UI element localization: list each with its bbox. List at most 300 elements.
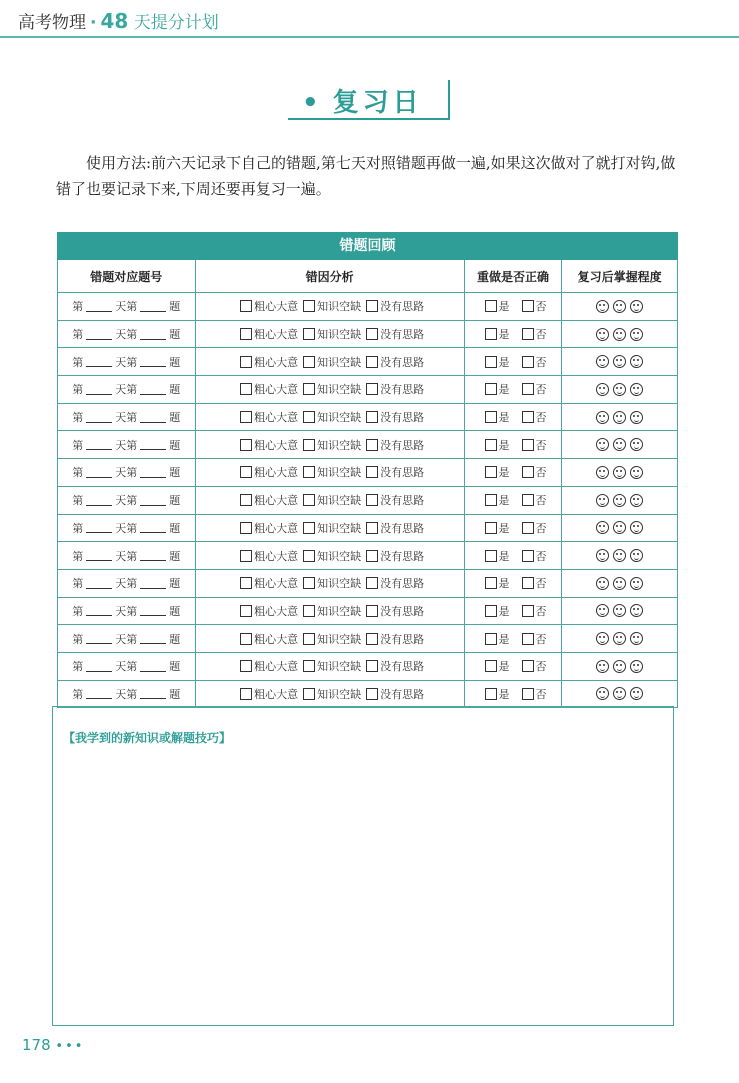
reason-checkbox[interactable]	[240, 660, 252, 672]
question-blank[interactable]	[140, 633, 166, 644]
redo-cell	[465, 404, 563, 431]
redo-yes-checkbox[interactable]	[485, 328, 497, 340]
question-ref-cell[interactable]	[58, 348, 196, 375]
redo-cell	[465, 542, 563, 569]
question-suffix: 题	[169, 549, 181, 563]
reason-checkbox[interactable]	[366, 633, 378, 645]
title-bullet: •	[302, 88, 323, 118]
reason-checkbox[interactable]	[303, 605, 315, 617]
smiley-icon[interactable]	[596, 687, 609, 700]
title-text: 复习日	[332, 88, 423, 118]
day-mid: 天第	[115, 328, 138, 342]
reason-checkbox[interactable]	[366, 439, 378, 451]
redo-yes-label: 是	[498, 577, 510, 591]
redo-yes-label: 是	[498, 438, 510, 452]
reason-checkbox[interactable]	[303, 411, 315, 423]
smiley-icon[interactable]	[613, 577, 626, 590]
table-row	[58, 570, 677, 598]
reason-checkbox[interactable]	[303, 300, 315, 312]
day-mid: 天第	[115, 411, 138, 425]
question-ref-cell[interactable]	[58, 376, 196, 403]
reason-checkbox[interactable]	[303, 522, 315, 534]
reason-label: 粗心大意	[254, 577, 299, 591]
reason-checkbox[interactable]	[240, 550, 252, 562]
day-blank[interactable]	[86, 688, 112, 699]
redo-yes-checkbox[interactable]	[485, 411, 497, 423]
day-blank[interactable]	[86, 412, 112, 423]
redo-no-checkbox[interactable]	[522, 439, 534, 451]
redo-no-label: 否	[535, 328, 547, 342]
redo-yes-checkbox[interactable]	[485, 688, 497, 700]
redo-no-checkbox[interactable]	[522, 300, 534, 312]
smiley-icon[interactable]	[613, 383, 626, 396]
day-blank[interactable]	[86, 439, 112, 450]
reason-checkbox[interactable]	[366, 466, 378, 478]
redo-yes-label: 是	[498, 300, 510, 314]
smiley-icon[interactable]	[630, 494, 643, 507]
reason-label: 粗心大意	[254, 300, 299, 314]
mastery-cell	[562, 625, 677, 652]
redo-no-checkbox[interactable]	[522, 466, 534, 478]
reason-cell	[196, 404, 465, 431]
mastery-cell	[562, 681, 677, 708]
day-blank[interactable]	[86, 550, 112, 561]
redo-no-checkbox[interactable]	[522, 356, 534, 368]
question-ref-cell[interactable]	[58, 431, 196, 458]
reason-cell	[196, 431, 465, 458]
smiley-icon[interactable]	[630, 411, 643, 424]
redo-no-checkbox[interactable]	[522, 660, 534, 672]
reason-checkbox[interactable]	[240, 605, 252, 617]
question-suffix: 题	[169, 355, 181, 369]
mastery-cell	[562, 598, 677, 625]
smiley-icon[interactable]	[596, 355, 609, 368]
question-ref-cell[interactable]	[58, 542, 196, 569]
redo-yes-checkbox[interactable]	[485, 577, 497, 589]
redo-cell	[465, 598, 563, 625]
reason-label: 粗心大意	[254, 328, 299, 342]
smiley-icon[interactable]	[630, 328, 643, 341]
question-ref-cell[interactable]	[58, 625, 196, 652]
smiley-icon[interactable]	[630, 438, 643, 451]
redo-no-checkbox[interactable]	[522, 494, 534, 506]
question-blank[interactable]	[140, 661, 166, 672]
plan-label: 天提分计划	[133, 13, 219, 33]
page-number	[22, 1036, 84, 1054]
reason-checkbox[interactable]	[303, 439, 315, 451]
redo-no-checkbox[interactable]	[522, 688, 534, 700]
redo-yes-checkbox[interactable]	[485, 439, 497, 451]
question-ref-cell[interactable]	[58, 487, 196, 514]
smiley-icon[interactable]	[596, 438, 609, 451]
question-blank[interactable]	[140, 605, 166, 616]
reason-checkbox[interactable]	[366, 577, 378, 589]
day-blank[interactable]	[86, 329, 112, 340]
day-prefix: 第	[72, 577, 84, 591]
title-underline	[288, 118, 450, 120]
redo-no-label: 否	[535, 521, 547, 535]
question-suffix: 题	[169, 494, 181, 508]
mastery-cell	[562, 515, 677, 542]
smiley-icon[interactable]	[630, 466, 643, 479]
reason-checkbox[interactable]	[366, 605, 378, 617]
day-prefix: 第	[72, 466, 84, 480]
day-prefix: 第	[72, 549, 84, 563]
redo-yes-label: 是	[498, 383, 510, 397]
table-row	[58, 404, 677, 432]
redo-no-checkbox[interactable]	[522, 550, 534, 562]
redo-no-checkbox[interactable]	[522, 522, 534, 534]
redo-yes-checkbox[interactable]	[485, 605, 497, 617]
smiley-icon[interactable]	[630, 383, 643, 396]
redo-no-label: 否	[535, 438, 547, 452]
smiley-icon[interactable]	[613, 521, 626, 534]
question-ref-cell[interactable]	[58, 570, 196, 597]
smiley-icon[interactable]	[596, 466, 609, 479]
question-blank[interactable]	[140, 495, 166, 506]
header-rule	[0, 36, 739, 38]
reason-checkbox[interactable]	[366, 300, 378, 312]
smiley-icon[interactable]	[613, 604, 626, 617]
reason-cell	[196, 570, 465, 597]
smiley-icon[interactable]	[613, 660, 626, 673]
day-mid: 天第	[115, 355, 138, 369]
reason-checkbox[interactable]	[303, 328, 315, 340]
question-blank[interactable]	[140, 329, 166, 340]
reason-cell	[196, 376, 465, 403]
reason-label: 知识空缺	[317, 300, 362, 314]
day-blank[interactable]	[86, 495, 112, 506]
smiley-icon[interactable]	[630, 577, 643, 590]
question-ref-cell[interactable]	[58, 681, 196, 708]
day-blank[interactable]	[86, 356, 112, 367]
smiley-icon[interactable]	[613, 328, 626, 341]
reason-checkbox[interactable]	[240, 522, 252, 534]
smiley-icon[interactable]	[613, 632, 626, 645]
smiley-icon[interactable]	[630, 632, 643, 645]
smiley-icon[interactable]	[613, 411, 626, 424]
mastery-cell	[562, 293, 677, 320]
reason-checkbox[interactable]	[240, 577, 252, 589]
section-title	[288, 78, 454, 124]
reason-checkbox[interactable]	[240, 356, 252, 368]
reason-label: 没有思路	[380, 632, 425, 646]
smiley-icon[interactable]	[596, 300, 609, 313]
smiley-icon[interactable]	[630, 355, 643, 368]
reason-checkbox[interactable]	[240, 494, 252, 506]
redo-no-checkbox[interactable]	[522, 383, 534, 395]
reason-label: 粗心大意	[254, 411, 299, 425]
redo-yes-checkbox[interactable]	[485, 494, 497, 506]
reason-checkbox[interactable]	[366, 356, 378, 368]
reason-label: 没有思路	[380, 383, 425, 397]
table-row	[58, 293, 677, 321]
title-side-bar	[448, 80, 450, 120]
redo-yes-checkbox[interactable]	[485, 356, 497, 368]
reason-checkbox[interactable]	[366, 328, 378, 340]
book-subject: 高考物理	[18, 13, 86, 33]
smiley-icon[interactable]	[596, 383, 609, 396]
reason-cell	[196, 625, 465, 652]
day-blank[interactable]	[86, 467, 112, 478]
col-header-reason: 错因分析	[196, 260, 465, 292]
reason-checkbox[interactable]	[303, 494, 315, 506]
reason-checkbox[interactable]	[366, 522, 378, 534]
smiley-icon[interactable]	[630, 521, 643, 534]
table-row	[58, 681, 677, 709]
reason-checkbox[interactable]	[303, 466, 315, 478]
reason-checkbox[interactable]	[303, 660, 315, 672]
redo-cell	[465, 515, 563, 542]
reason-label: 没有思路	[380, 466, 425, 480]
day-prefix: 第	[72, 383, 84, 397]
redo-no-label: 否	[535, 355, 547, 369]
smiley-icon[interactable]	[613, 494, 626, 507]
reason-label: 没有思路	[380, 494, 425, 508]
question-blank[interactable]	[140, 550, 166, 561]
smiley-icon[interactable]	[596, 494, 609, 507]
smiley-icon[interactable]	[630, 687, 643, 700]
reason-label: 知识空缺	[317, 466, 362, 480]
question-suffix: 题	[169, 328, 181, 342]
day-mid: 天第	[115, 383, 138, 397]
reason-label: 知识空缺	[317, 328, 362, 342]
table-row	[58, 653, 677, 681]
notes-box[interactable]	[52, 706, 674, 1026]
day-prefix: 第	[72, 411, 84, 425]
reason-label: 没有思路	[380, 355, 425, 369]
reason-label: 没有思路	[380, 411, 425, 425]
day-blank[interactable]	[86, 522, 112, 533]
mastery-cell	[562, 404, 677, 431]
question-blank[interactable]	[140, 688, 166, 699]
smiley-icon[interactable]	[613, 466, 626, 479]
reason-label: 知识空缺	[317, 577, 362, 591]
question-suffix: 题	[169, 438, 181, 452]
redo-yes-label: 是	[498, 355, 510, 369]
reason-label: 粗心大意	[254, 632, 299, 646]
day-blank[interactable]	[86, 605, 112, 616]
table-row	[58, 376, 677, 404]
smiley-icon[interactable]	[613, 355, 626, 368]
smiley-icon[interactable]	[613, 549, 626, 562]
reason-label: 没有思路	[380, 687, 425, 701]
reason-checkbox[interactable]	[366, 660, 378, 672]
reason-label: 没有思路	[380, 660, 425, 674]
question-blank[interactable]	[140, 412, 166, 423]
redo-yes-checkbox[interactable]	[485, 550, 497, 562]
redo-no-checkbox[interactable]	[522, 328, 534, 340]
reason-cell	[196, 487, 465, 514]
reason-label: 知识空缺	[317, 660, 362, 674]
smiley-icon[interactable]	[630, 300, 643, 313]
reason-checkbox[interactable]	[303, 577, 315, 589]
question-blank[interactable]	[140, 439, 166, 450]
day-blank[interactable]	[86, 578, 112, 589]
question-blank[interactable]	[140, 578, 166, 589]
reason-label: 知识空缺	[317, 604, 362, 618]
redo-yes-checkbox[interactable]	[485, 466, 497, 478]
redo-no-label: 否	[535, 604, 547, 618]
smiley-icon[interactable]	[613, 438, 626, 451]
redo-no-label: 否	[535, 632, 547, 646]
day-prefix: 第	[72, 300, 84, 314]
question-ref-cell[interactable]	[58, 404, 196, 431]
mastery-cell	[562, 459, 677, 486]
reason-cell	[196, 293, 465, 320]
redo-yes-label: 是	[498, 660, 510, 674]
smiley-icon[interactable]	[596, 521, 609, 534]
table-row	[58, 431, 677, 459]
smiley-icon[interactable]	[596, 604, 609, 617]
reason-label: 知识空缺	[317, 521, 362, 535]
day-mid: 天第	[115, 604, 138, 618]
mastery-cell	[562, 321, 677, 348]
reason-cell	[196, 348, 465, 375]
reason-checkbox[interactable]	[303, 383, 315, 395]
smiley-icon[interactable]	[596, 328, 609, 341]
mastery-cell	[562, 570, 677, 597]
redo-yes-label: 是	[498, 494, 510, 508]
header-separator: ·	[90, 13, 97, 33]
redo-no-label: 否	[535, 494, 547, 508]
redo-no-label: 否	[535, 687, 547, 701]
day-prefix: 第	[72, 660, 84, 674]
question-ref-cell[interactable]	[58, 515, 196, 542]
reason-checkbox[interactable]	[303, 633, 315, 645]
day-mid: 天第	[115, 300, 138, 314]
reason-label: 粗心大意	[254, 687, 299, 701]
day-blank[interactable]	[86, 661, 112, 672]
reason-label: 粗心大意	[254, 521, 299, 535]
reason-label: 没有思路	[380, 604, 425, 618]
reason-label: 知识空缺	[317, 411, 362, 425]
table-row	[58, 348, 677, 376]
redo-yes-checkbox[interactable]	[485, 522, 497, 534]
reason-checkbox[interactable]	[240, 633, 252, 645]
reason-checkbox[interactable]	[240, 328, 252, 340]
reason-checkbox[interactable]	[240, 688, 252, 700]
day-blank[interactable]	[86, 301, 112, 312]
question-ref-cell[interactable]	[58, 459, 196, 486]
table-row	[58, 459, 677, 487]
redo-no-label: 否	[535, 549, 547, 563]
redo-cell	[465, 625, 563, 652]
redo-cell	[465, 293, 563, 320]
smiley-icon[interactable]	[613, 687, 626, 700]
reason-checkbox[interactable]	[303, 550, 315, 562]
reason-checkbox[interactable]	[240, 466, 252, 478]
reason-label: 没有思路	[380, 328, 425, 342]
reason-cell	[196, 515, 465, 542]
reason-label: 知识空缺	[317, 494, 362, 508]
smiley-icon[interactable]	[596, 632, 609, 645]
question-blank[interactable]	[140, 522, 166, 533]
question-suffix: 题	[169, 660, 181, 674]
reason-checkbox[interactable]	[366, 550, 378, 562]
mastery-cell	[562, 431, 677, 458]
col-header-redo: 重做是否正确	[465, 260, 563, 292]
reason-label: 知识空缺	[317, 632, 362, 646]
question-suffix: 题	[169, 411, 181, 425]
smiley-icon[interactable]	[630, 549, 643, 562]
table-body	[57, 260, 678, 708]
redo-no-checkbox[interactable]	[522, 633, 534, 645]
reason-checkbox[interactable]	[366, 383, 378, 395]
question-blank[interactable]	[140, 467, 166, 478]
reason-checkbox[interactable]	[303, 356, 315, 368]
redo-no-checkbox[interactable]	[522, 411, 534, 423]
question-suffix: 题	[169, 687, 181, 701]
redo-yes-checkbox[interactable]	[485, 300, 497, 312]
reason-checkbox[interactable]	[240, 383, 252, 395]
redo-cell	[465, 570, 563, 597]
reason-checkbox[interactable]	[366, 688, 378, 700]
question-ref-cell[interactable]	[58, 321, 196, 348]
question-blank[interactable]	[140, 356, 166, 367]
smiley-icon[interactable]	[630, 604, 643, 617]
question-suffix: 题	[169, 577, 181, 591]
reason-checkbox[interactable]	[303, 688, 315, 700]
reason-cell	[196, 681, 465, 708]
question-suffix: 题	[169, 632, 181, 646]
reason-checkbox[interactable]	[366, 494, 378, 506]
redo-cell	[465, 459, 563, 486]
smiley-icon[interactable]	[630, 660, 643, 673]
day-prefix: 第	[72, 328, 84, 342]
day-prefix: 第	[72, 604, 84, 618]
mastery-cell	[562, 542, 677, 569]
page-number-value: 178	[22, 1036, 51, 1054]
reason-checkbox[interactable]	[240, 300, 252, 312]
day-blank[interactable]	[86, 384, 112, 395]
reason-checkbox[interactable]	[240, 439, 252, 451]
reason-label: 粗心大意	[254, 549, 299, 563]
redo-yes-checkbox[interactable]	[485, 383, 497, 395]
notes-label: 【我学到的新知识或解题技巧】	[63, 731, 232, 745]
question-blank[interactable]	[140, 301, 166, 312]
reason-label: 没有思路	[380, 300, 425, 314]
smiley-icon[interactable]	[596, 549, 609, 562]
day-blank[interactable]	[86, 633, 112, 644]
question-ref-cell[interactable]	[58, 293, 196, 320]
day-prefix: 第	[72, 521, 84, 535]
day-mid: 天第	[115, 577, 138, 591]
redo-cell	[465, 348, 563, 375]
reason-label: 粗心大意	[254, 355, 299, 369]
redo-no-checkbox[interactable]	[522, 605, 534, 617]
smiley-icon[interactable]	[596, 577, 609, 590]
day-mid: 天第	[115, 466, 138, 480]
reason-checkbox[interactable]	[366, 411, 378, 423]
table-row	[58, 515, 677, 543]
smiley-icon[interactable]	[596, 660, 609, 673]
question-blank[interactable]	[140, 384, 166, 395]
reason-label: 知识空缺	[317, 355, 362, 369]
smiley-icon[interactable]	[613, 300, 626, 313]
smiley-icon[interactable]	[596, 411, 609, 424]
redo-yes-checkbox[interactable]	[485, 660, 497, 672]
reason-checkbox[interactable]	[240, 411, 252, 423]
question-ref-cell[interactable]	[58, 653, 196, 680]
redo-no-checkbox[interactable]	[522, 577, 534, 589]
redo-yes-checkbox[interactable]	[485, 633, 497, 645]
mastery-cell	[562, 487, 677, 514]
redo-yes-label: 是	[498, 549, 510, 563]
table-header-row	[58, 260, 677, 293]
question-ref-cell[interactable]	[58, 598, 196, 625]
question-suffix: 题	[169, 383, 181, 397]
